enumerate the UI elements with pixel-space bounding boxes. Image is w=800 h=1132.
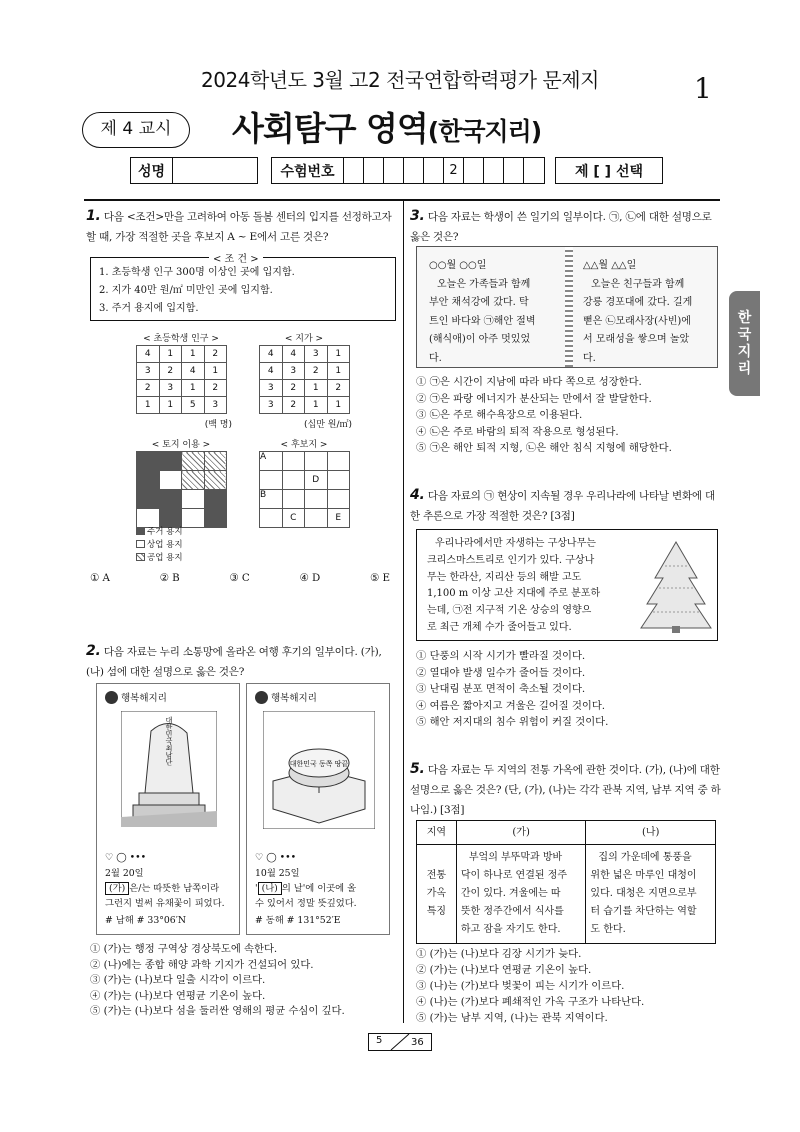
choice[interactable]: ① (가)는 행정 구역상 경상북도에 속한다. — [90, 943, 278, 955]
choice[interactable]: ⑤ ㉠은 해안 퇴적 지형, ㉡은 해안 침식 지형에 해당한다. — [416, 442, 672, 454]
grid-pop — [136, 345, 227, 414]
grid-cell: 3 — [260, 380, 283, 397]
choice[interactable]: ① A — [90, 572, 110, 584]
legend-residential — [136, 525, 183, 537]
conditions-box — [90, 254, 396, 321]
diary-line: 서 모래성을 쌓으며 놀았 — [583, 334, 690, 345]
question-5 — [410, 759, 722, 820]
question-number: 1. — [86, 208, 101, 224]
name-label: 성명 — [131, 158, 173, 183]
diary-date: △△월 △△일 — [583, 260, 637, 271]
column-divider — [403, 201, 404, 1023]
monument-text: 대한민국 동쪽 땅끝 — [289, 760, 349, 768]
legend-industrial — [136, 551, 183, 563]
grid-cell: 2 — [204, 380, 227, 397]
row-label-line: 가옥 — [426, 888, 447, 899]
post-header — [255, 690, 317, 704]
grid-cell: 4 — [260, 346, 283, 363]
exam-digit[interactable] — [524, 158, 543, 183]
monument-text: 대한민국최남단 — [165, 716, 173, 766]
candidate-title: < 후보지 > — [280, 440, 328, 450]
subject-choice-label: 제 [ ] 선택 — [575, 163, 643, 180]
section-sub: (한국지리) — [427, 117, 542, 146]
period-badge: 제 4 교시 — [82, 112, 190, 148]
row-label-line: 전통 — [426, 870, 447, 881]
post-text: ' — [255, 883, 258, 894]
desc-line: 닥이 하나로 연결된 정주 — [460, 870, 568, 881]
diary-line: 오늘은 친구들과 함께 — [591, 278, 685, 290]
grid-price-unit: (십만 원/㎡) — [304, 420, 352, 430]
house-table — [416, 820, 716, 944]
row-label-line: 특징 — [426, 906, 447, 917]
post-tags: # 남해 # 33°06′N — [105, 915, 186, 926]
question-number: 2. — [86, 643, 101, 659]
choice[interactable]: ④ 여름은 짧아지고 겨울은 길어질 것이다. — [416, 699, 606, 712]
choice[interactable]: ② (나)에는 종합 해양 과학 기지가 건설되어 있다. — [90, 958, 314, 971]
material-line: 는데, ㉠전 지구적 기온 상승의 영향으 — [427, 605, 592, 617]
candidate-b: B — [260, 490, 283, 509]
name-field[interactable] — [173, 158, 257, 183]
q4-choices — [416, 648, 722, 731]
land-use-grid — [136, 451, 227, 528]
material-line: 로 최근 개체 수가 줄어들고 있다. — [427, 621, 572, 633]
diary-left-page — [429, 257, 561, 368]
subject-choice-box — [555, 157, 663, 184]
grid-cell: 1 — [305, 380, 328, 397]
choice[interactable]: ③ C — [229, 572, 250, 584]
table-header: (가) — [456, 821, 586, 845]
material-line: 무는 한라산, 지리산 등의 해발 고도 — [427, 571, 582, 583]
q5-choices — [416, 946, 722, 1026]
post-username: 행복해지리 — [121, 693, 167, 704]
grid-cell: 1 — [327, 397, 350, 414]
choice[interactable]: ④ (나)는 (가)보다 폐쇄적인 가옥 구조가 나타난다. — [416, 996, 645, 1008]
post-text: 은/는 따뜻한 남쪽이라 — [129, 883, 220, 894]
diary-line: 트인 바다와 ㉠해안 절벽 — [429, 315, 536, 327]
question-4-text: 다음 자료의 ㉠ 현상이 지속될 경우 우리나라에 나타날 변화에 대한 추론으로 가장 적절한 것은? [3점] — [410, 490, 715, 522]
legend-label: 상업 용지 — [147, 540, 183, 550]
table-header: (나) — [586, 821, 716, 845]
grid-cell: 3 — [282, 363, 305, 380]
choice[interactable]: ② (가)는 (나)보다 연평균 기온이 높다. — [416, 964, 592, 976]
grid-cell: 2 — [305, 363, 328, 380]
choice[interactable]: ③ 난대림 분포 면적이 축소될 것이다. — [416, 683, 586, 695]
grid-cell: 3 — [305, 346, 328, 363]
choice[interactable]: ⑤ E — [369, 572, 390, 584]
choice[interactable]: ④ D — [299, 572, 321, 584]
grid-cell: 4 — [260, 363, 283, 380]
choice[interactable]: ② 열대야 발생 일수가 줄어들 것이다. — [416, 666, 586, 679]
candidate-d: D — [305, 471, 328, 490]
post-username: 행복해지리 — [271, 693, 317, 704]
q3-choices — [416, 374, 722, 457]
candidate-info-row — [130, 157, 663, 184]
q4-material-text — [427, 536, 627, 637]
desc-line: 위한 넓은 마루인 대청이 — [590, 870, 697, 881]
candidate-c: C — [282, 509, 305, 528]
grid-price-title: < 지가 > — [284, 334, 324, 344]
exam-number-label: 수험번호 — [272, 158, 344, 183]
question-3 — [410, 206, 722, 247]
post-date: 2월 20일 — [105, 868, 144, 879]
choice[interactable]: ① ㉠은 시간이 지남에 따라 바다 쪽으로 성장한다. — [416, 376, 642, 388]
header-rule — [84, 199, 720, 201]
land-use-title: < 토지 이용 > — [151, 440, 211, 450]
name-box — [130, 157, 258, 184]
conditions-list — [99, 264, 295, 318]
legend-swatch — [136, 553, 145, 561]
grid-cell: 1 — [327, 363, 350, 380]
sns-post-ga — [96, 683, 240, 935]
choice[interactable]: ② B — [159, 572, 180, 584]
q2-choices — [90, 942, 400, 1020]
grid-cell: 3 — [204, 397, 227, 414]
row-label — [417, 845, 457, 944]
choice[interactable]: ③ (나)는 (가)보다 벚꽃이 피는 시기가 이르다. — [416, 980, 625, 992]
grid-cell: 4 — [182, 363, 205, 380]
choice[interactable]: ④ (가)는 (나)보다 연평균 기온이 높다. — [90, 989, 266, 1002]
grid-cell: 3 — [260, 397, 283, 414]
choice[interactable]: ② ㉠은 파랑 에너지가 분산되는 만에서 잘 발달한다. — [416, 392, 652, 405]
exam-digit-fixed: 2 — [444, 158, 464, 183]
question-number: 5. — [410, 761, 425, 777]
grid-cell: 1 — [305, 397, 328, 414]
grid-cell: 1 — [159, 346, 182, 363]
grid-cell: 3 — [137, 363, 160, 380]
grid-cell: 2 — [159, 363, 182, 380]
user-avatar — [255, 691, 268, 704]
condition-item: 2. 지가 40만 원/㎡ 미만인 곳에 입지함. — [99, 285, 273, 296]
exam-digit[interactable] — [404, 158, 424, 183]
diary-line: 뻗은 ㉡모래사장(사빈)에 — [583, 315, 691, 327]
material-line: 우리나라에서만 자생하는 구상나무는 — [435, 538, 596, 549]
choice[interactable]: ① (가)는 (나)보다 김장 시기가 늦다. — [416, 948, 582, 960]
grid-cell: 5 — [182, 397, 205, 414]
post-line: 수 있어서 정말 뜻깊었다. — [255, 898, 357, 909]
diary-date: ○○월 ○○일 — [429, 260, 487, 271]
conditions-title: < 조 건 > — [209, 250, 263, 265]
candidate-e: E — [327, 509, 350, 528]
diary-line: 다. — [583, 352, 596, 364]
grid-pop-title: < 초등학생 인구 > — [143, 334, 219, 344]
desc-line: 부엌의 부뚜막과 방바 — [468, 852, 563, 863]
diary-spiral — [565, 247, 573, 367]
question-4 — [410, 485, 722, 526]
q4-material-box — [416, 529, 718, 641]
legend-commercial — [136, 538, 183, 550]
exam-digit[interactable] — [344, 158, 364, 183]
desc-line: 뜻한 정주간에서 식사를 — [460, 906, 564, 917]
condition-item: 1. 초등학생 인구 300명 이상인 곳에 입지함. — [99, 267, 295, 278]
easternmost-monument-image — [263, 711, 375, 829]
question-number: 4. — [410, 487, 425, 503]
desc-line: 하고 잠을 자기도 한다. — [460, 924, 561, 935]
grid-cell: 2 — [137, 380, 160, 397]
desc-line: 간이 있다. 겨울에는 따 — [460, 888, 561, 899]
choice[interactable]: ③ ㉡은 주로 해수욕장으로 이용된다. — [416, 409, 583, 421]
grid-cell: 1 — [327, 346, 350, 363]
total-pages: 36 — [411, 1037, 424, 1048]
question-1-text: 다음 <조건>만을 고려하여 아동 돌봄 센터의 입지를 선정하고자 할 때, 가장 적절한 곳을 후보지 A ~ E에서 고른 것은? — [86, 211, 392, 243]
exam-title: 2024학년도 3월 고2 전국연합학력평가 문제지 — [201, 68, 599, 92]
legend-label: 공업 용지 — [147, 553, 183, 563]
material-line: 1,100 m 이상 고산 지대에 주로 분포하 — [427, 588, 601, 600]
grid-cell: 2 — [282, 380, 305, 397]
question-5-text: 다음 자료는 두 지역의 전통 가옥에 관한 것이다. (가), (나)에 대한 설명으로 옳은 것은? (단, (가), (나)는 각각 관북 지역, 남부 지역 중 하나임.) [3점] — [410, 764, 721, 816]
section-title — [232, 103, 541, 150]
current-page: 5 — [376, 1035, 383, 1046]
condition-item: 3. 주거 용지에 입지함. — [99, 303, 199, 314]
side-tab-char: 리 — [737, 360, 752, 377]
desc-line: 집의 가운데에 통풍을 — [598, 852, 692, 863]
candidate-grid — [259, 451, 350, 528]
grid-cell: 1 — [159, 397, 182, 414]
side-tab-char: 한 — [737, 309, 752, 326]
diary-right-page — [583, 257, 715, 368]
grid-cell: 1 — [204, 363, 227, 380]
choice[interactable]: ⑤ 해안 저지대의 침수 위험이 커질 것이다. — [416, 716, 609, 728]
question-number: 3. — [410, 208, 425, 224]
post-line — [255, 881, 356, 896]
korean-fir-tree-image — [639, 538, 713, 634]
grid-cell: 4 — [137, 346, 160, 363]
post-icons[interactable]: ♡ ◯ ••• — [255, 852, 297, 863]
question-2 — [86, 641, 398, 682]
exam-digit[interactable] — [364, 158, 384, 183]
grid-price — [259, 345, 350, 414]
post-date: 10월 25일 — [255, 868, 300, 879]
grid-pop-unit: (백 명) — [204, 420, 232, 430]
grid-cell: 2 — [327, 380, 350, 397]
house-ga-desc — [456, 845, 586, 944]
legend-label: 주거 용지 — [147, 527, 183, 537]
diary-line: 부안 채석강에 갔다. 탁 — [429, 297, 529, 308]
page-number: 1 — [694, 72, 712, 105]
blank-box-ga: (가) — [105, 882, 129, 895]
post-line — [105, 881, 219, 896]
diary-line: (해식애)이 아주 멋있었 — [429, 334, 531, 345]
choice[interactable]: ④ ㉡은 주로 바람의 퇴적 작용으로 형성된다. — [416, 425, 619, 438]
choice[interactable]: ⑤ (가)는 남부 지역, (나)는 관북 지역이다. — [416, 1012, 608, 1024]
question-1 — [86, 206, 398, 247]
material-line: 크리스마스트리로 인기가 있다. 구상나 — [427, 554, 595, 566]
exam-digit[interactable] — [384, 158, 404, 183]
diary-line: 오늘은 가족들과 함께 — [437, 278, 531, 290]
blank-box-na: (나) — [258, 882, 282, 895]
question-3-text: 다음 자료는 학생이 쓴 일기의 일부이다. ㉠, ㉡에 대한 설명으로 옳은 것은? — [410, 211, 712, 243]
diary-image — [416, 246, 718, 368]
diary-line: 다. — [429, 352, 442, 364]
pagination-box — [368, 1033, 432, 1051]
post-header — [105, 690, 167, 704]
choice[interactable]: ① 단풍의 시작 시기가 빨라질 것이다. — [416, 650, 586, 662]
candidate-a: A — [260, 452, 283, 471]
sns-post-na — [246, 683, 390, 935]
post-line: 그런지 벌써 유채꽃이 피었다. — [105, 898, 225, 909]
grid-cell: 1 — [182, 346, 205, 363]
q1-choices — [90, 571, 390, 587]
side-tab-char: 국 — [737, 326, 752, 343]
exam-digit[interactable] — [504, 158, 524, 183]
subject-side-tab — [729, 291, 760, 396]
grid-cell: 1 — [182, 380, 205, 397]
post-icons[interactable]: ♡ ◯ ••• — [105, 852, 147, 863]
post-tags: # 동해 # 131°52′E — [255, 915, 341, 926]
grid-cell: 2 — [204, 346, 227, 363]
legend-swatch — [136, 527, 145, 535]
section-main: 사회탐구 영역 — [232, 109, 428, 148]
desc-line: 터 습기를 차단하는 역할 — [590, 906, 697, 917]
post-text: 의 날'에 이곳에 올 — [281, 883, 357, 894]
grid-cell: 2 — [282, 397, 305, 414]
user-avatar — [105, 691, 118, 704]
question-2-text: 다음 자료는 누리 소통망에 올라온 여행 후기의 일부이다. (가), (나) 섬에 대한 설명으로 옳은 것은? — [86, 646, 382, 678]
desc-line: 도 한다. — [590, 924, 626, 935]
house-na-desc — [586, 845, 716, 944]
choice[interactable]: ③ (가)는 (나)보다 일출 시각이 이르다. — [90, 974, 266, 986]
exam-digit[interactable] — [464, 158, 484, 183]
diary-line: 강릉 경포대에 갔다. 길게 — [583, 297, 693, 308]
exam-number-box — [271, 157, 545, 184]
exam-digit[interactable] — [424, 158, 444, 183]
grid-cell: 4 — [282, 346, 305, 363]
exam-digit[interactable] — [484, 158, 504, 183]
side-tab-char: 지 — [737, 343, 752, 360]
table-header: 지역 — [417, 821, 457, 845]
choice[interactable]: ⑤ (가)는 (나)보다 섬을 둘러싼 영해의 평균 수심이 깊다. — [90, 1005, 345, 1017]
legend-swatch — [136, 540, 145, 548]
grid-cell: 1 — [137, 397, 160, 414]
desc-line: 있다. 대청은 지면으로부 — [590, 888, 697, 899]
grid-cell: 3 — [159, 380, 182, 397]
southernmost-monument-image — [121, 711, 217, 827]
